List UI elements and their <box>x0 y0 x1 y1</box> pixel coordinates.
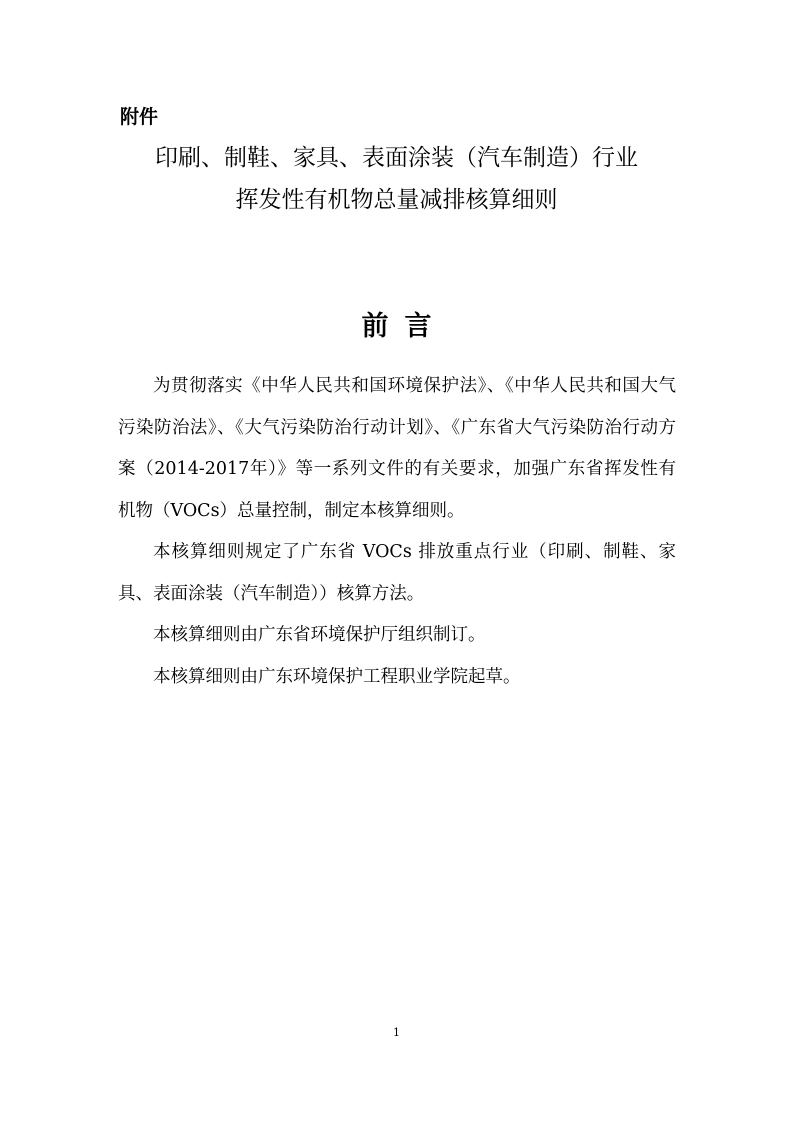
preface-heading: 前言 <box>361 311 448 342</box>
preface-paragraph: 本核算细则由广东环境保护工程职业学院起草。 <box>153 666 521 687</box>
preface-paragraph: 本核算细则由广东省环境保护厅组织制订。 <box>153 625 486 645</box>
page-number: 1 <box>393 1026 400 1039</box>
document-title-line-2: 挥发性有机物总量减排核算细则 <box>235 187 558 213</box>
attachment-label: 附件 <box>120 106 159 128</box>
preface-paragraph: 本核算细则规定了广东省 VOCs 排放重点行业（印刷、制鞋、家具、表面涂装（汽车制造））核算方法。 <box>118 542 676 604</box>
document-title-line-1: 印刷、制鞋、家具、表面涂装（汽车制造）行业 <box>155 145 638 171</box>
preface-body <box>118 366 676 698</box>
preface-paragraph: 为贯彻落实《中华人民共和国环境保护法》、《中华人民共和国大气污染防治法》、《大气污染防治行动计划》、《广东省大气污染防治行动方案（2014-2017年）》等一系列文件的有关要求，加强广东省挥发性有机物（VOCs）总量控制，制定本核算细则。 <box>118 376 676 521</box>
